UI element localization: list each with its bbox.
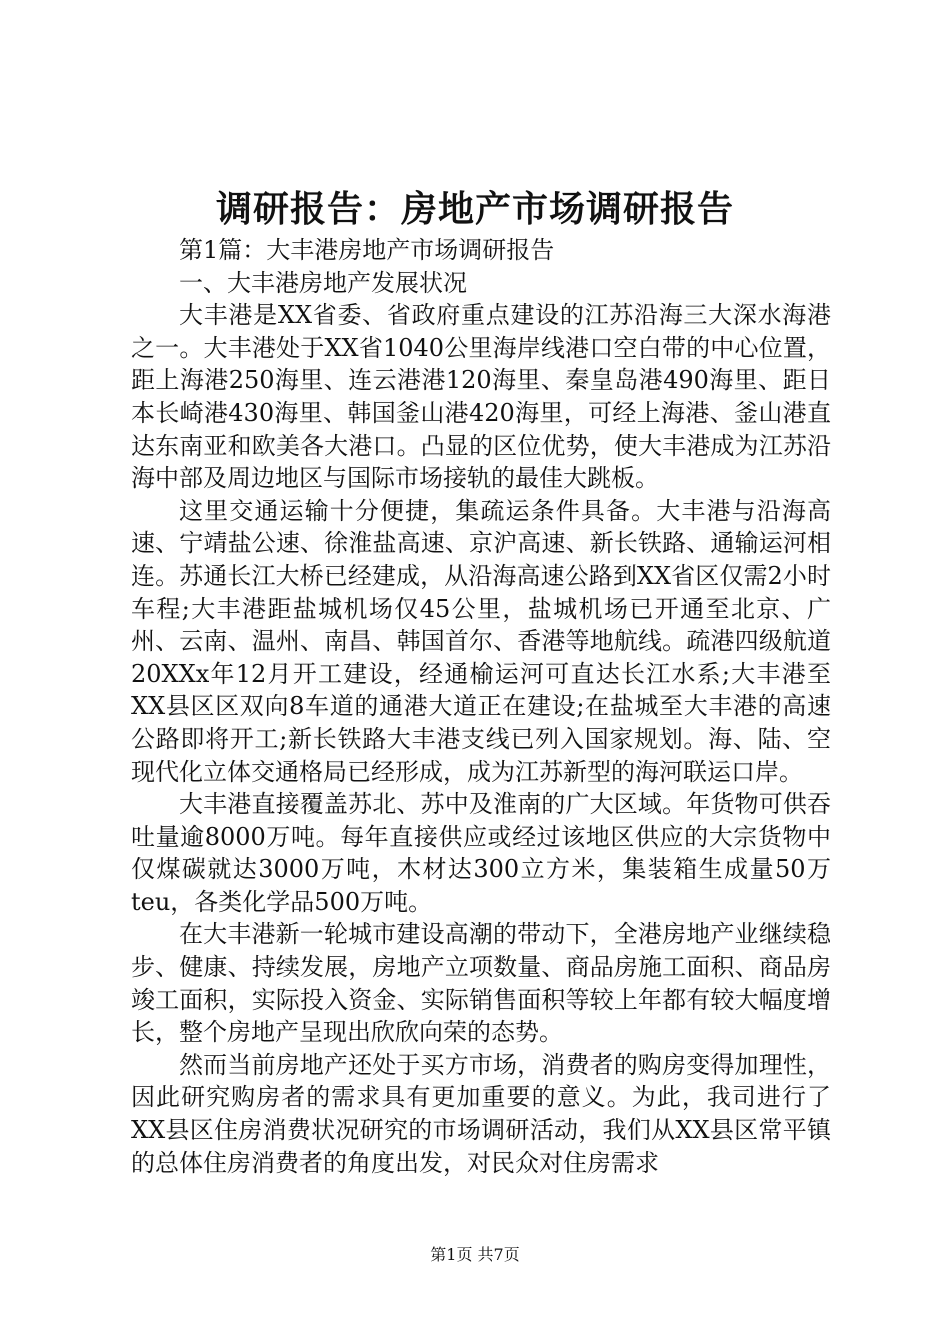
paragraph: 大丰港是XX省委、省政府重点建设的江苏沿海三大深水海港之一。大丰港处于XX省1040公里海岸线港口空白带的中心位置，距上海港250海里、连云港港120海里、秦皇岛港490海里、距日本长崎港430海里、韩国釜山港420海里，可经上海港、釜山港直达东南亚和欧美各大港口。凸显的区位优势，使大丰港成为江苏沿海中部及周边地区与国际市场接轨的最佳大跳板。: [131, 301, 831, 493]
chapter-heading: 第1篇：大丰港房地产市场调研报告: [179, 236, 555, 264]
paragraph: 然而当前房地产还处于买方市场，消费者的购房变得加理性，因此研究购房者的需求具有更加重要的意义。为此，我司进行了XX县区住房消费状况研究的市场调研活动，我们从XX县区常平镇的总体住房消费者的角度出发，对民众对住房需求: [131, 1050, 831, 1177]
document-body: [131, 234, 831, 1179]
paragraph: 在大丰港新一轮城市建设高潮的带动下，全港房地产业继续稳步、健康、持续发展，房地产立项数量、商品房施工面积、商品房竣工面积，实际投入资金、实际销售面积等较上年都有较大幅度增长，整个房地产呈现出欣欣向荣的态势。: [131, 920, 831, 1047]
section-heading: 一、大丰港房地产发展状况: [179, 268, 467, 297]
document-title: 调研报告：房地产市场调研报告: [215, 188, 734, 230]
paragraph: 这里交通运输十分便捷，集疏运条件具备。大丰港与沿海高速、宁靖盐公速、徐淮盐高速、京沪高速、新长铁路、通输运河相连。苏通长江大桥已经建成，从沿海高速公路到XX省区仅需2小时车程;大丰港距盐城机场仅45公里，盐城机场已开通至北京、广州、云南、温州、南昌、韩国首尔、香港等地航线。疏港四级航道20XXx年12月开工建设，经通榆运河可直达长江水系;大丰港至XX县区区双向8车道的通港大道正在建设;在盐城至大丰港的高速公路即将开工;新长铁路大丰港支线已列入国家规划。海、陆、空现代化立体交通格局已经形成，成为江苏新型的海河联运口岸。: [131, 496, 831, 786]
page-footer: 第1页 共7页: [430, 1245, 520, 1264]
paragraph: 大丰港直接覆盖苏北、苏中及淮南的广大区域。年货物可供吞吐量逾8000万吨。每年直接供应或经过该地区供应的大宗货物中仅煤碳就达3000万吨，木材达300立方米，集装箱生成量50万teu，各类化学品500万吨。: [131, 790, 831, 916]
